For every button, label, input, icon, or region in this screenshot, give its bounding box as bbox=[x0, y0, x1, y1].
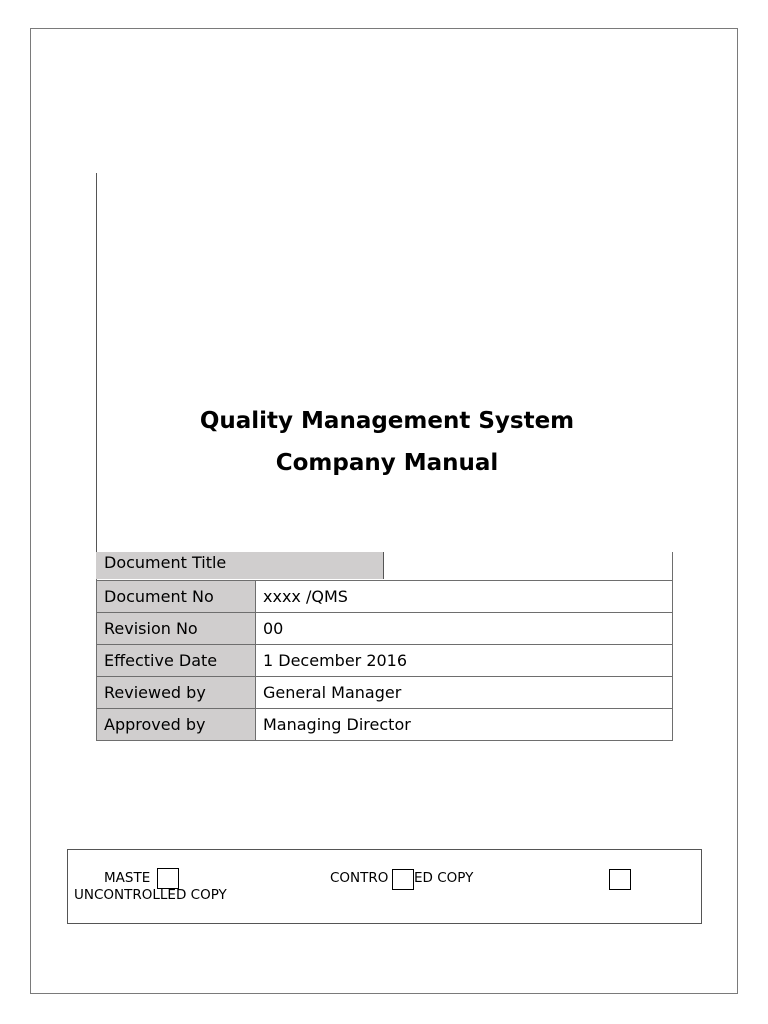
document-title-row bbox=[96, 552, 673, 580]
master-copy-label: MASTE bbox=[104, 870, 151, 886]
row-label: Approved by bbox=[97, 709, 256, 741]
row-label: Revision No bbox=[97, 613, 256, 645]
row-value: 00 bbox=[256, 613, 673, 645]
controlled-copy-checkbox[interactable] bbox=[392, 869, 414, 890]
document-title-label: Document Title bbox=[96, 552, 384, 579]
uncontrolled-copy-checkbox[interactable] bbox=[609, 869, 631, 890]
document-info-table bbox=[96, 580, 673, 741]
table-row bbox=[97, 613, 673, 645]
copy-status-box bbox=[67, 849, 702, 924]
vertical-rule bbox=[96, 173, 97, 553]
controlled-copy-label-end: ED COPY bbox=[414, 870, 474, 886]
controlled-copy-label-start: CONTRO bbox=[330, 870, 389, 886]
row-value: xxxx /QMS bbox=[256, 581, 673, 613]
row-border-right bbox=[672, 552, 673, 580]
row-value: General Manager bbox=[256, 677, 673, 709]
table-row bbox=[97, 581, 673, 613]
title-line-1: Quality Management System bbox=[199, 408, 575, 434]
uncontrolled-copy-label: UNCONTROLLED COPY bbox=[74, 887, 227, 903]
title-line-2: Company Manual bbox=[275, 450, 499, 476]
row-label: Reviewed by bbox=[97, 677, 256, 709]
table-row bbox=[97, 677, 673, 709]
document-title-block bbox=[97, 400, 677, 484]
table-row bbox=[97, 645, 673, 677]
row-value: 1 December 2016 bbox=[256, 645, 673, 677]
master-copy-checkbox[interactable] bbox=[157, 868, 179, 889]
row-label: Document No bbox=[97, 581, 256, 613]
table-row bbox=[97, 709, 673, 741]
row-label: Effective Date bbox=[97, 645, 256, 677]
row-value: Managing Director bbox=[256, 709, 673, 741]
